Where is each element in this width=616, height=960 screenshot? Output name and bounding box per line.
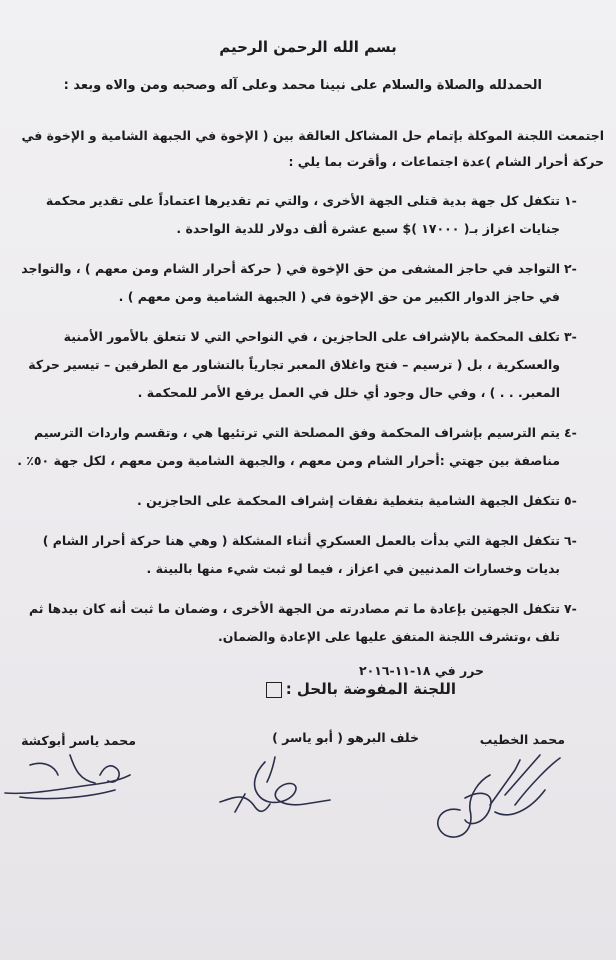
basmala-heading: بسم الله الرحمن الرحيم (219, 38, 397, 56)
document-body (12, 38, 604, 678)
signatory-name-3: محمد ياسر أبوكشة (21, 733, 136, 748)
signatory-name-2: خلف البرهو ( أبو ياسر ) (272, 730, 419, 745)
date-line: حرر في ١٨-١١-٢٠١٦ (359, 663, 484, 678)
signature-1-icon (420, 750, 570, 845)
list-item: -٢ التواجد في حاجز المشفى من حق الإخوة في ( حركة أحرار الشام ومن معهم ) ، والتواجد في حاجز الدوار الكبير من حق الإخوة في ( الجبهة الشامية ومن معهم ) . (21, 261, 577, 304)
resolutions-list (12, 187, 604, 651)
list-item: -٦ تتكفل الجهة التي بدأت بالعمل العسكري أثناء المشكلة ( وهي هنا حركة أحرار الشام ) بديات وخسارات المدنيين في اعزاز ، فيما لو ثبت شيء منها بالبينة . (42, 533, 577, 576)
signatory-name-1: محمد الخطيب (479, 732, 565, 747)
committee-label: اللجنة المفوضة بالحل : (196, 680, 456, 698)
list-item: -٣ تكلف المحكمة بالإشراف على الحاجزين ، في النواحي التي لا تتعلق بالأمور الأمنية والعسكرية ، بل ( ترسيم – فتح واغلاق المعبر تجارياً بالتشاور مع الطرفين – تيسير حركة المعبر. . . ) ، وفي حال وجود أي خلل في العمل يرفع الأمر للمحكمة . (28, 329, 577, 400)
list-item: -٧ تتكفل الجهتين بإعادة ما تم مصادرته من الجهة الأخرى ، وضمان ما ثبت أنه كان بيدها ثم تلف ،وتشرف اللجنة المتفق عليها على الإعادة والضمان. (28, 601, 577, 644)
intro-line: الحمدلله والصلاة والسلام على نبينا محمد وعلى آله وصحبه ومن والاه وبعد : (63, 78, 542, 93)
list-item: -١ تتكفل كل جهة بدية قتلى الجهة الأخرى ، والتي تم تقديرها اعتماداً على تقدير محكمة جنايات اعزاز بـ( ١٧٠٠٠ )$ سبع عشرة ألف دولار للدية الواحدة . (45, 193, 577, 236)
signature-2-icon (215, 752, 335, 822)
signature-3-icon (0, 745, 140, 805)
list-item: -٤ يتم الترسيم بإشراف المحكمة وفق المصلحة التي ترتئيها هي ، وتقسم واردات الترسيم مناصفة بين جهتي :أحرار الشام ومن معهم ، والجبهة الشامية ومن معهم ، لكل جهة ٥٠٪ . (17, 425, 577, 468)
opening-paragraph: اجتمعت اللجنة الموكلة بإتمام حل المشاكل العالقة بين ( الإخوة في الجبهة الشامية و الإخوة في حركة أحرار الشام )عدة اجتماعات ، وأقرت بما يلي : (21, 128, 604, 169)
checkbox-icon (266, 682, 282, 698)
list-item: -٥ تتكفل الجبهة الشامية بتغطية نفقات إشراف المحكمة على الحاجزين . (137, 493, 577, 508)
